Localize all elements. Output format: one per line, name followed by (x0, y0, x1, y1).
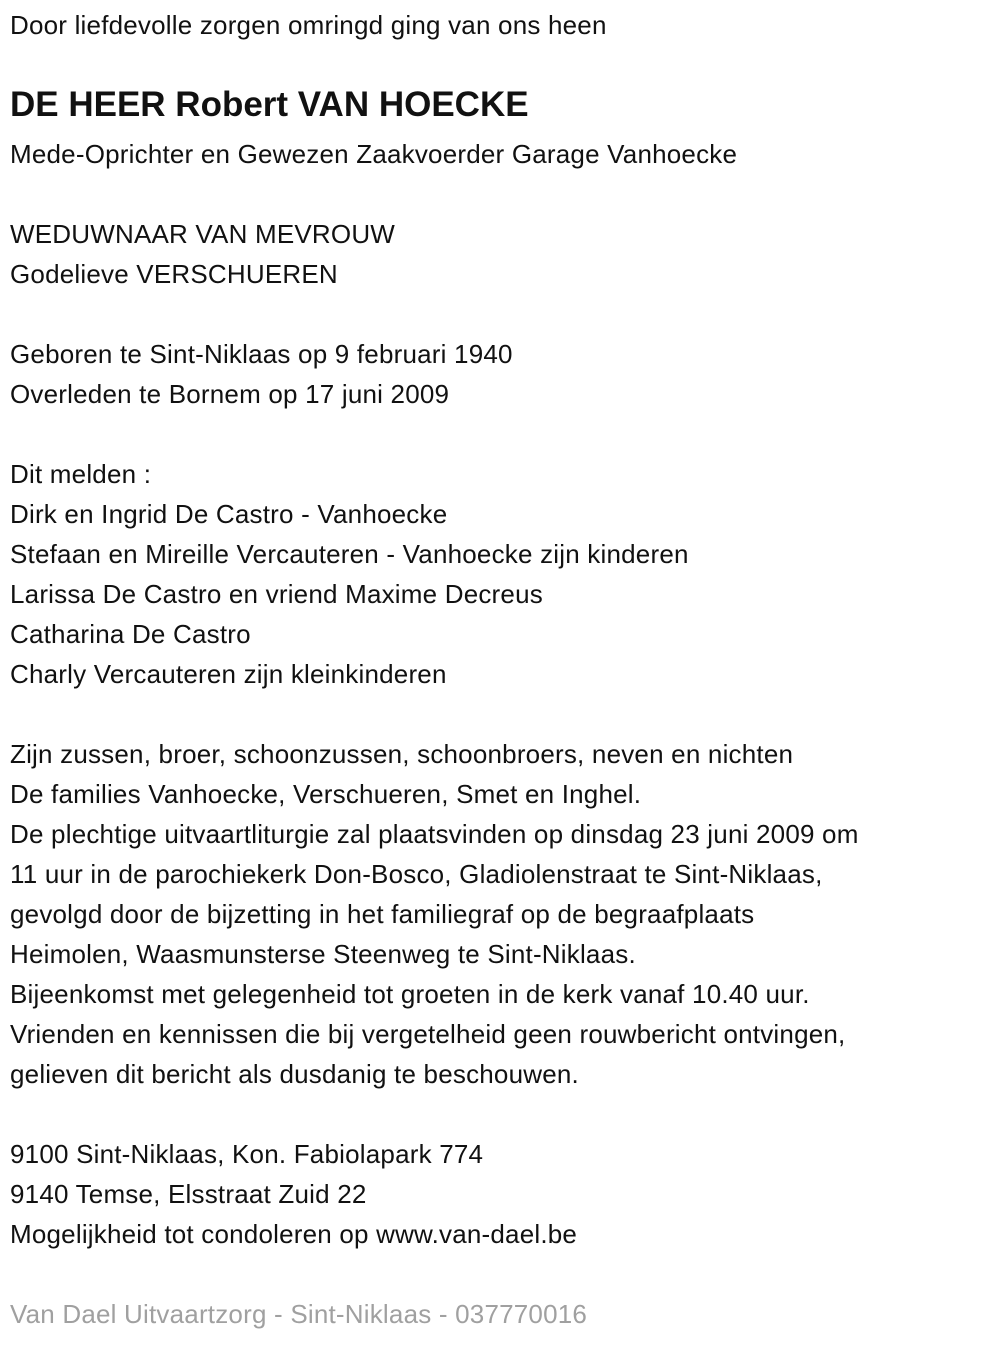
deceased-name: DE HEER Robert VAN HOECKE (10, 85, 529, 124)
obituary-document (10, 5, 995, 1334)
address-line: 9100 Sint-Niklaas, Kon. Fabiolapark 774 (10, 1139, 484, 1169)
ceremony-line: Zijn zussen, broer, schoonzussen, schoonbroers, neven en nichten (10, 739, 794, 769)
family-line: Larissa De Castro en vriend Maxime Decreus (10, 579, 543, 609)
ceremony-line: Vrienden en kennissen die bij vergetelheid geen rouwbericht ontvingen, (10, 1019, 846, 1049)
ceremony-line: gelieven dit bericht als dusdanig te beschouwen. (10, 1059, 579, 1089)
intro-text: Door liefdevolle zorgen omringd ging van ons heen (10, 10, 607, 40)
spouse-name: Godelieve VERSCHUEREN (10, 259, 338, 289)
ceremony-line: Bijeenkomst met gelegenheid tot groeten in de kerk vanaf 10.40 uur. (10, 979, 810, 1009)
family-line: Charly Vercauteren zijn kleinkinderen (10, 659, 447, 689)
ceremony-line: gevolgd door de bijzetting in het familiegraf op de begraafplaats (10, 899, 755, 929)
funeral-home-footer: Van Dael Uitvaartzorg - Sint-Niklaas - 037770016 (10, 1299, 588, 1329)
death-date: Overleden te Bornem op 17 juni 2009 (10, 379, 450, 409)
spouse-heading: WEDUWNAAR VAN MEVROUW (10, 219, 396, 249)
ceremony-line: Heimolen, Waasmunsterse Steenweg te Sint-Niklaas. (10, 939, 636, 969)
ceremony-line: 11 uur in de parochiekerk Don-Bosco, Gladiolenstraat te Sint-Niklaas, (10, 859, 823, 889)
ceremony-line: De plechtige uitvaartliturgie zal plaatsvinden op dinsdag 23 juni 2009 om (10, 819, 859, 849)
family-line: Dirk en Ingrid De Castro - Vanhoecke (10, 499, 448, 529)
family-line: Dit melden : (10, 459, 152, 489)
birth-date: Geboren te Sint-Niklaas op 9 februari 1940 (10, 339, 513, 369)
family-line: Stefaan en Mireille Vercauteren - Vanhoecke zijn kinderen (10, 539, 689, 569)
family-line: Catharina De Castro (10, 619, 251, 649)
address-line: 9140 Temse, Elsstraat Zuid 22 (10, 1179, 367, 1209)
condolence-line: Mogelijkheid tot condoleren op www.van-dael.be (10, 1219, 578, 1249)
ceremony-line: De families Vanhoecke, Verschueren, Smet en Inghel. (10, 779, 642, 809)
deceased-function: Mede-Oprichter en Gewezen Zaakvoerder Garage Vanhoecke (10, 139, 738, 169)
